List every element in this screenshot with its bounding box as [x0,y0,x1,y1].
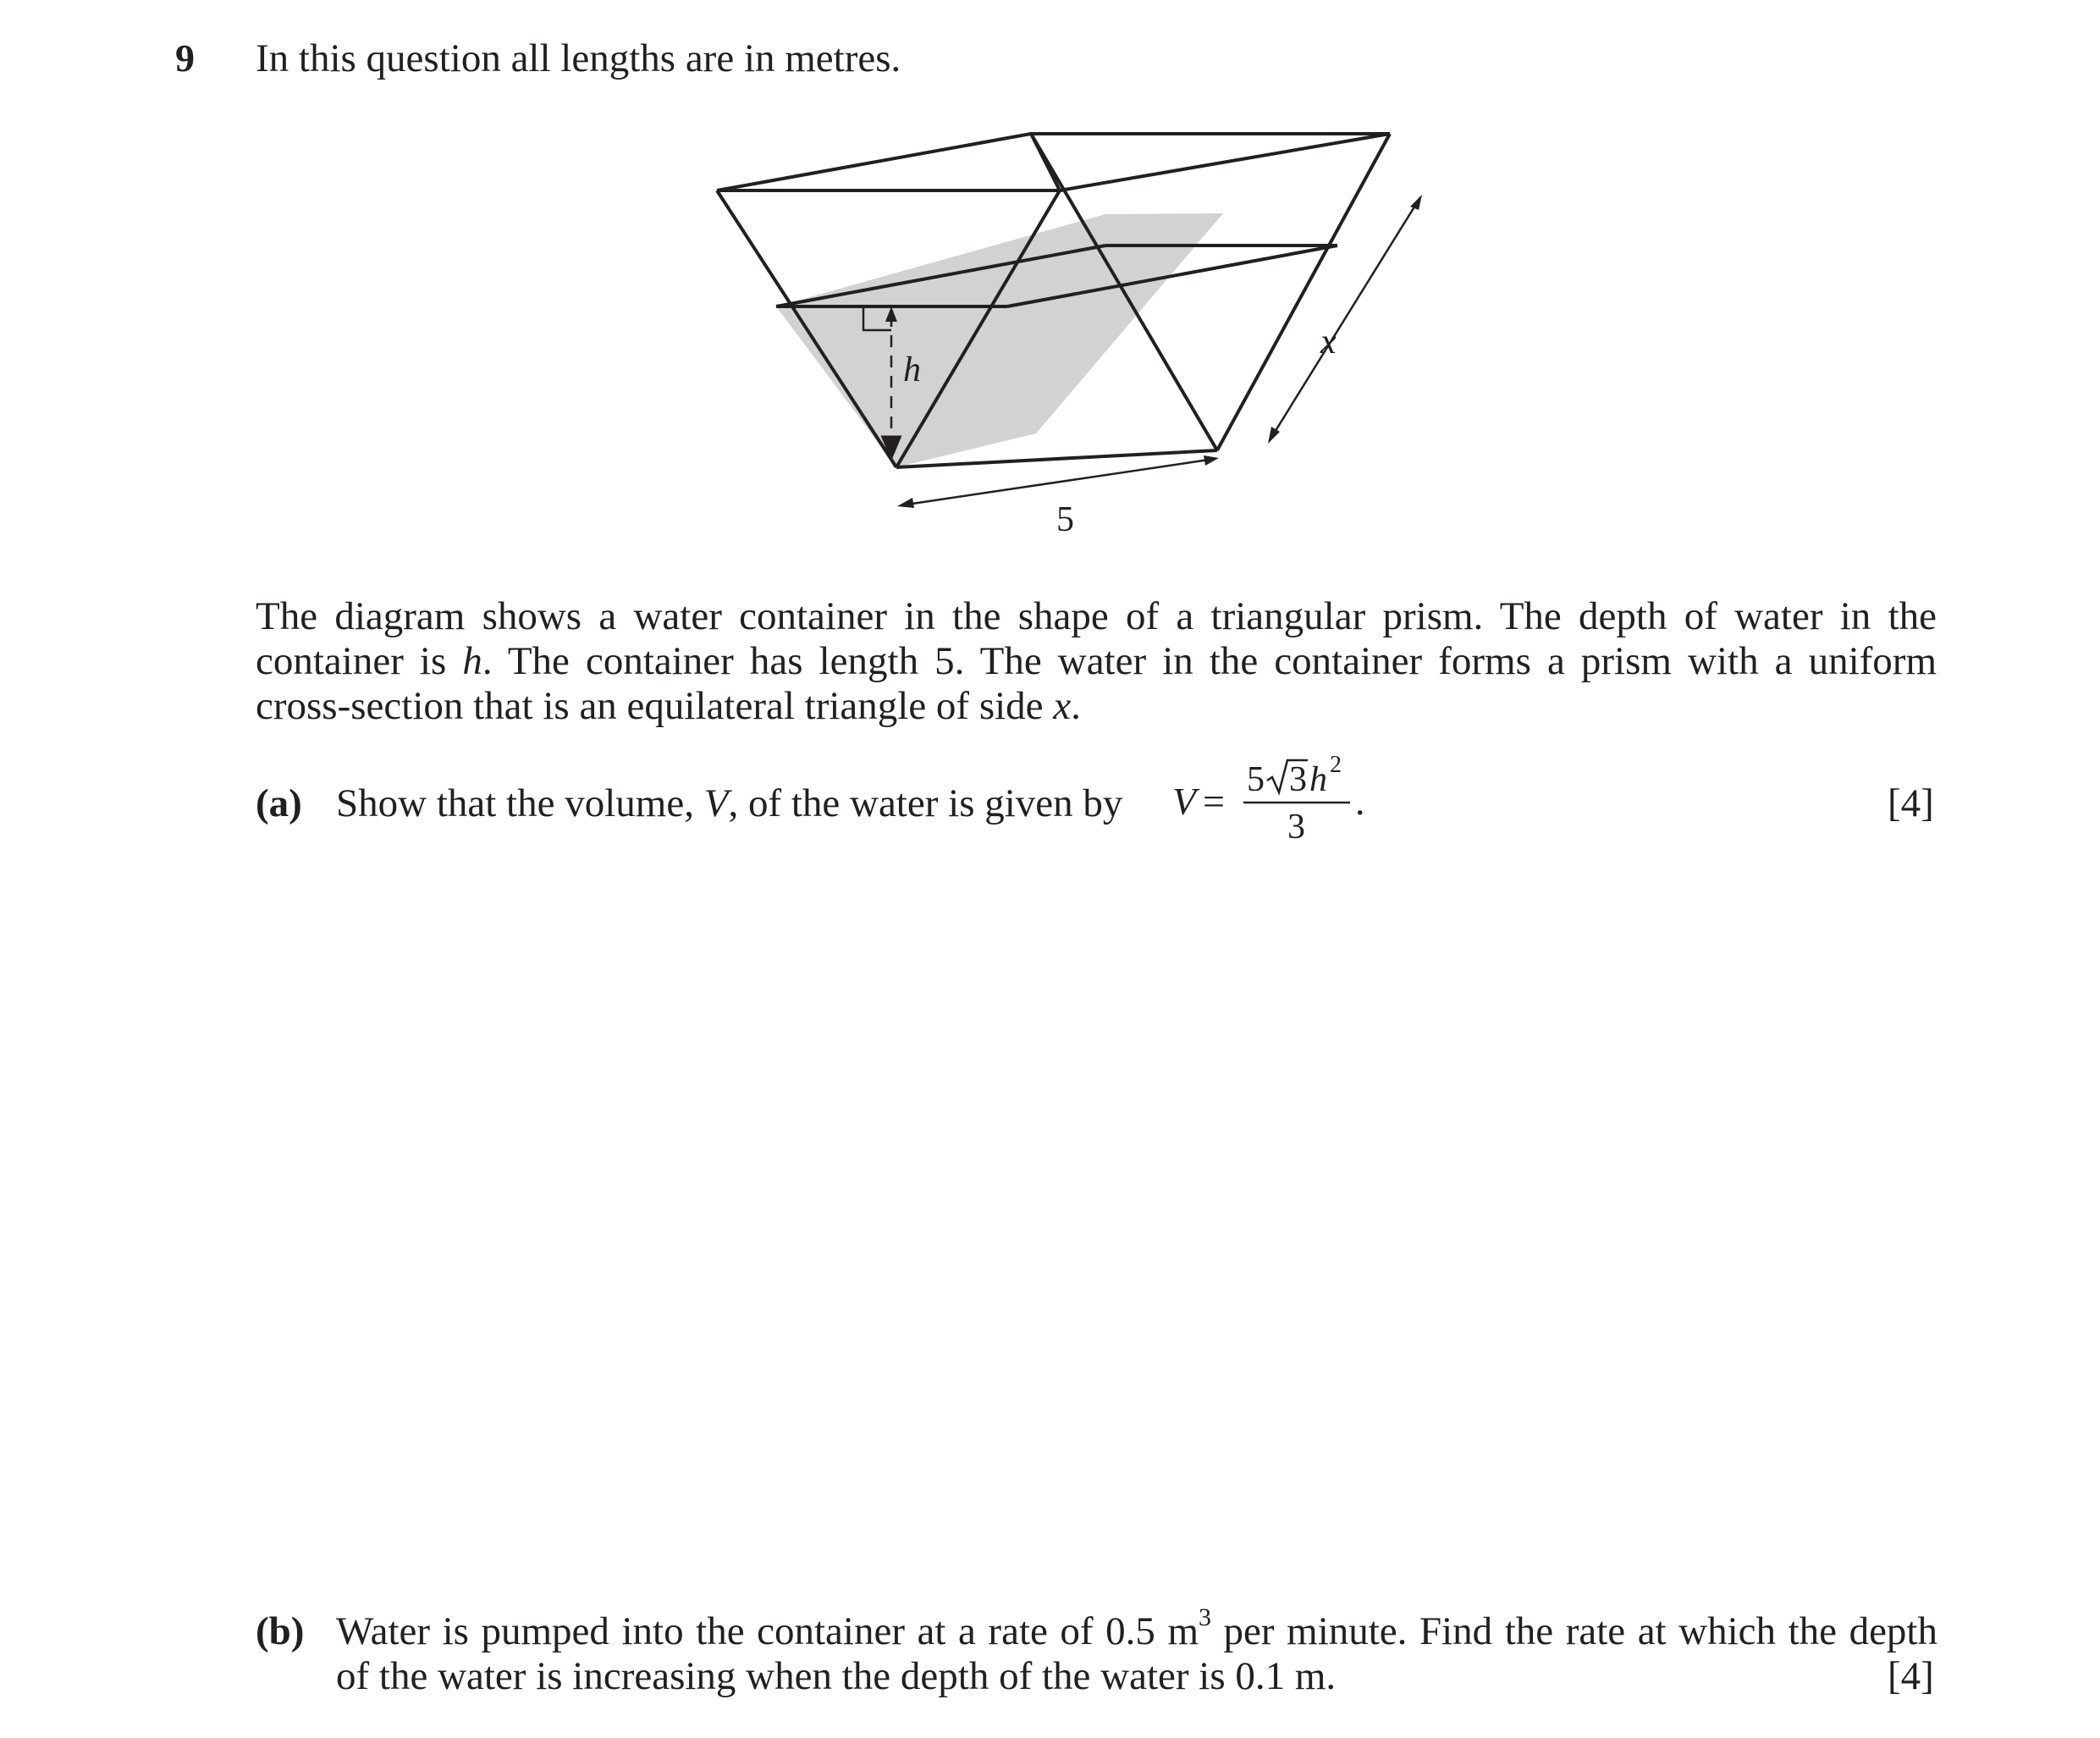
formula-equals: = [1203,780,1225,823]
length-arrow-head-right [1204,455,1219,466]
part-b-label: (b) [256,1609,305,1653]
description-line-2 [256,639,1937,684]
container-top-front-edge [717,134,1060,190]
description-var-x: x [1053,684,1072,728]
container-right-top-edge [1060,134,1390,190]
x-arrow-head-top [1410,195,1422,210]
description-var-h: h [462,639,482,683]
description-text: container is [256,639,463,683]
part-b-text-2: per minute. Find the rate at which the depth [1211,1609,1937,1653]
question-number: 9 [175,36,195,80]
formula-lhs: V [1172,780,1197,823]
formula-num-5: 5 [1247,760,1265,799]
part-a-label: (a) [256,781,302,825]
part-b-line-1 [336,1603,1937,1654]
formula-num-exp: 2 [1330,753,1342,778]
volume-formula [1172,753,1392,847]
part-b-superscript: 3 [1199,1603,1211,1631]
label-h: h [903,350,921,389]
part-a-marks: [4] [1888,781,1934,825]
formula-period: . [1355,780,1365,823]
formula-num-h: h [1309,760,1327,799]
x-dimension-arrow [1270,197,1420,440]
formula-num-3: 3 [1289,760,1307,799]
question-intro: In this question all lengths are in metres. [256,36,901,80]
label-x: x [1320,323,1337,361]
part-a-text [336,781,1122,826]
prism-diagram [694,119,1422,559]
part-a-text-2: , of the water is given by [728,781,1123,825]
part-b-line-2: of the water is increasing when the depth of the water is 0.1 m. [336,1654,1337,1698]
description-paragraph [256,594,1937,729]
description-line-3 [256,684,1937,729]
part-a-text-1: Show that the volume, [336,781,704,825]
part-a-var-V: V [703,781,729,825]
x-arrow-head-bottom [1268,427,1280,444]
description-text: . The container has length 5. The water in the container forms a prism with a uniform [482,639,1937,683]
label-length: 5 [1056,500,1074,539]
length-arrow-head-left [897,498,914,508]
water-region [776,213,1223,467]
description-text: . [1071,684,1081,728]
part-b-marks: [4] [1888,1654,1934,1698]
part-b-text-1: Water is pumped into the container at a rate of 0.5 m [336,1609,1199,1653]
description-text: cross-section that is an equilateral triangle of side [256,684,1054,728]
formula-denominator: 3 [1287,808,1305,847]
description-line-1: The diagram shows a water container in the shape of a triangular prism. The depth of water in the [256,594,1937,638]
container-back-right-slant [1217,134,1390,450]
